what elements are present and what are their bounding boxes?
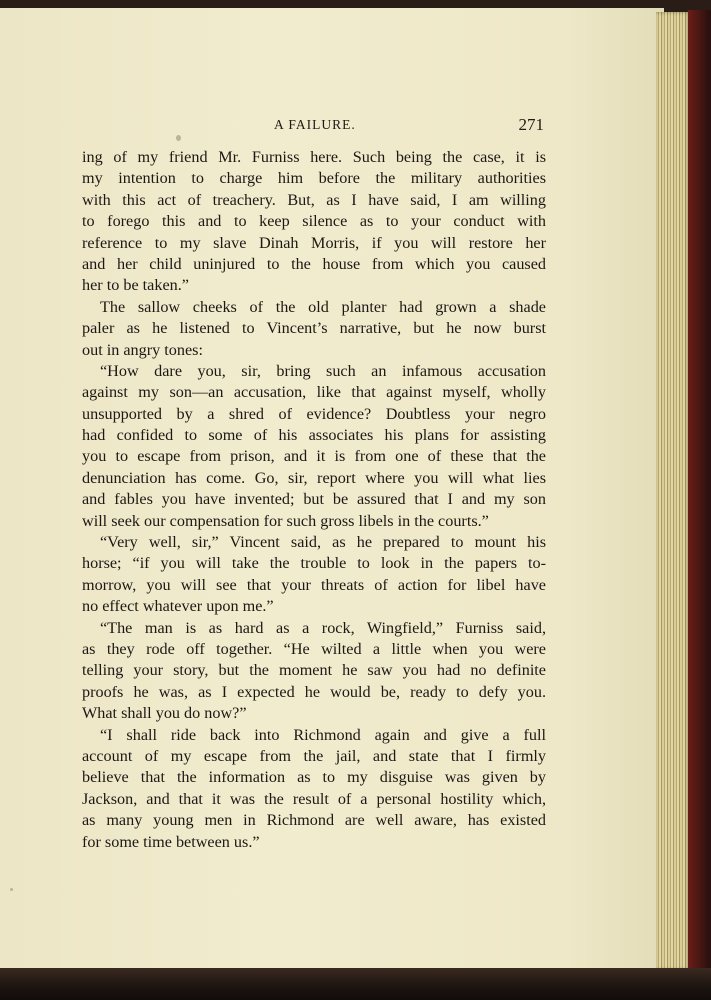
book-bottom-edge — [0, 968, 711, 1000]
text-line: ing of my friend Mr. Furniss here. Such being the case, it is — [82, 148, 546, 166]
text-line: denunciation has come. Go, sir, report where you will what lies — [82, 468, 546, 487]
text-line: to forego this and to keep silence as to your conduct with — [82, 212, 546, 231]
text-line: with this act of treachery. But, as I have said, I am willing — [82, 190, 546, 209]
text-line: believe that the information as to my disguise was given by — [82, 768, 546, 787]
text-line: as they rode off together. “He wilted a little when you were — [82, 639, 546, 658]
text-line: proofs he was, as I expected he would be, ready to defy you. — [82, 682, 546, 701]
text-line: “I shall ride back into Richmond again and give a full — [100, 725, 546, 744]
text-line: “Very well, sir,” Vincent said, as he prepared to mount his — [100, 533, 546, 552]
text-line: no effect whatever upon me.” — [82, 597, 274, 616]
text-line: her to be taken.” — [82, 276, 189, 295]
book-cover-edge — [688, 10, 711, 985]
text-line: horse; “if you will take the trouble to look in the papers to- — [82, 554, 546, 573]
text-line: What shall you do now?” — [82, 704, 247, 723]
text-line: for some time between us.” — [82, 832, 260, 851]
text-line: and fables you have invented; but be assured that I and my son — [82, 490, 546, 509]
text-line: reference to my slave Dinah Morris, if you will restore her — [82, 233, 546, 252]
text-line: had confided to some of his associates his plans for assisting — [82, 426, 546, 445]
text-line: and her child uninjured to the house from which you caused — [82, 254, 546, 273]
text-line: unsupported by a shred of evidence? Doubtless your negro — [82, 404, 546, 423]
text-line: The sallow cheeks of the old planter had grown a shade — [100, 297, 546, 316]
page-number: 271 — [518, 115, 544, 134]
body-text — [82, 147, 546, 853]
running-title: A FAILURE. — [274, 117, 356, 132]
text-line: telling your story, but the moment he saw you had no definite — [82, 661, 546, 680]
text-line: morrow, you will see that your threats of action for libel have — [82, 575, 546, 594]
text-line: you to escape from prison, and it is from one of these that the — [82, 447, 546, 466]
text-line: as many young men in Richmond are well aware, has existed — [82, 811, 546, 830]
text-line: “How dare you, sir, bring such an infamous accusation — [100, 361, 546, 380]
text-line: Jackson, and that it was the result of a personal hostility which, — [82, 789, 546, 808]
text-line: paler as he listened to Vincent’s narrative, but he now burst — [82, 319, 546, 338]
text-line: my intention to charge him before the military authorities — [82, 169, 546, 188]
text-line: will seek our compensation for such gross libels in the courts.” — [82, 511, 489, 530]
text-line: out in angry tones: — [82, 340, 203, 359]
text-line: against my son—an accusation, like that against myself, wholly — [82, 383, 546, 402]
text-line: account of my escape from the jail, and state that I firmly — [82, 746, 546, 765]
running-header — [82, 115, 544, 139]
page-edges — [656, 12, 690, 970]
text-line: “The man is as hard as a rock, Wingfield,” Furniss said, — [100, 618, 546, 637]
paper-speck — [10, 888, 13, 891]
